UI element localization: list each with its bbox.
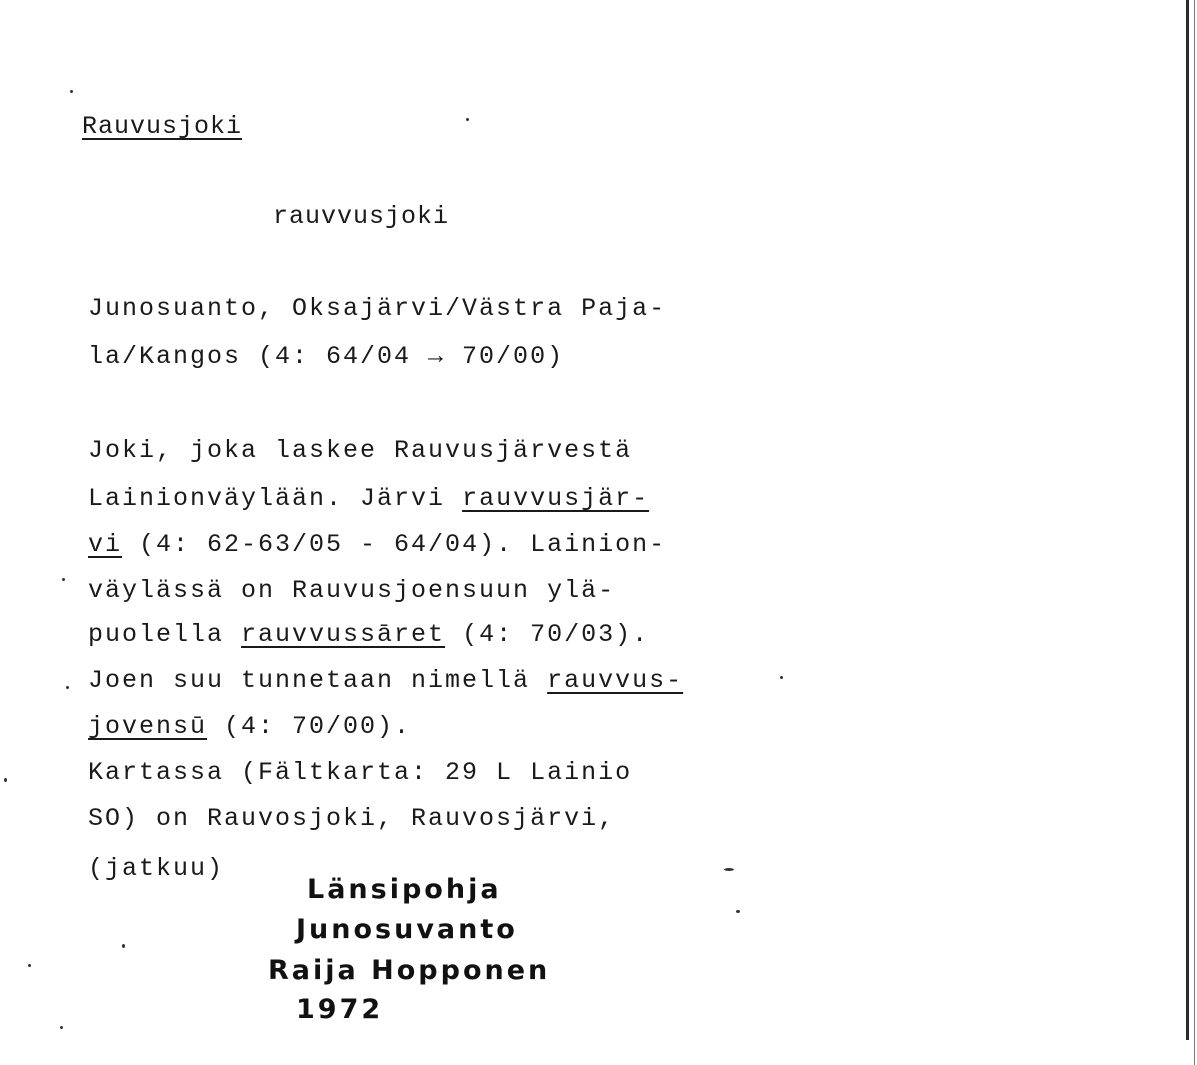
- location-line-1: Junosuanto, Oksajärvi/Västra Paja-: [88, 294, 667, 323]
- description-line: [88, 530, 666, 559]
- description-line: [88, 436, 632, 465]
- description-line: [88, 712, 411, 741]
- scan-speck: [466, 118, 469, 121]
- scan-speck: [122, 944, 125, 948]
- description-line: [88, 484, 649, 513]
- description-segment: SO) on Rauvosjoki, Rauvosjärvi,: [88, 804, 616, 833]
- scan-speck: [780, 676, 783, 679]
- card-edge-line: [1186, 0, 1189, 1040]
- description-line: [88, 576, 615, 605]
- dialect-term: rauvvussāret: [241, 620, 446, 649]
- place-name-heading: Rauvusjoki: [82, 112, 243, 141]
- scan-speck: [28, 964, 31, 967]
- description-segment: (4: 62-63/05 - 64/04). Lainion-: [122, 530, 667, 559]
- dialect-form: rauvvusjoki: [273, 202, 450, 231]
- scan-speck: [66, 686, 69, 689]
- description-segment: puolella: [88, 620, 242, 649]
- scan-speck: [70, 90, 73, 93]
- dialect-term: jovensū: [88, 712, 208, 741]
- dialect-term: vi: [88, 530, 123, 559]
- dialect-term: rauvvus-: [547, 666, 684, 695]
- description-segment: (4: 70/00).: [207, 712, 412, 741]
- scan-speck: [724, 868, 734, 871]
- description-segment: Kartassa (Fältkarta: 29 L Lainio: [88, 758, 633, 787]
- stamp-parish: Junosuvanto: [296, 914, 518, 945]
- description-line: [88, 666, 683, 695]
- description-segment: Lainionväylään. Järvi: [88, 484, 463, 513]
- scan-speck: [62, 578, 65, 581]
- stamp-region: Länsipohja: [307, 874, 502, 905]
- scan-speck: [4, 778, 7, 782]
- description-line: [88, 804, 615, 833]
- description-segment: Joki, joka laskee Rauvusjärvestä: [88, 436, 633, 465]
- description-segment: (jatkuu): [88, 854, 225, 883]
- description-segment: (4: 70/03).: [445, 620, 650, 649]
- description-line: [88, 854, 224, 883]
- dialect-term: rauvvusjär-: [462, 484, 650, 513]
- description-line: [88, 620, 649, 649]
- scan-speck: [736, 910, 740, 913]
- description-line: [88, 758, 632, 787]
- location-line-2: la/Kangos (4: 64/04 → 70/00): [88, 342, 565, 371]
- stamp-year: 1972: [296, 994, 384, 1025]
- card-edge-line-thin: [1194, 0, 1195, 1065]
- stamp-collector: Raija Hopponen: [268, 955, 551, 986]
- description-segment: väylässä on Rauvusjoensuun ylä-: [88, 576, 616, 605]
- scan-speck: [60, 1026, 63, 1029]
- description-segment: Joen suu tunnetaan nimellä: [88, 666, 548, 695]
